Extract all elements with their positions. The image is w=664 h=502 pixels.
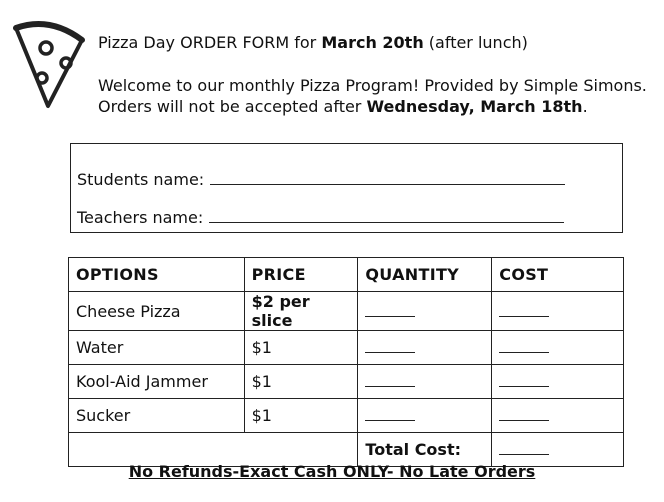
price-cell: $1	[244, 399, 358, 433]
price-cell: $1	[244, 365, 358, 399]
cost-cell	[492, 365, 624, 399]
total-cost-label: Total Cost:	[365, 440, 461, 459]
deadline-text: Orders will not be accepted after Wednesday, March 18th.	[98, 97, 588, 116]
teacher-name-label: Teachers name:	[77, 208, 204, 227]
student-name-row	[77, 170, 565, 189]
teacher-name-field[interactable]	[209, 208, 564, 223]
quantity-cell	[358, 331, 492, 365]
option-cell: Sucker	[69, 399, 245, 433]
cost-blank[interactable]	[499, 374, 549, 387]
form-title: Pizza Day ORDER FORM for March 20th (after lunch)	[98, 33, 528, 52]
cost-cell	[492, 292, 624, 331]
welcome-text: Welcome to our monthly Pizza Program! Provided by Simple Simons.	[98, 76, 647, 95]
cost-cell	[492, 331, 624, 365]
table-row	[69, 399, 624, 433]
names-box	[70, 143, 623, 233]
quantity-blank[interactable]	[365, 340, 415, 353]
cost-blank[interactable]	[499, 340, 549, 353]
deadline-date: Wednesday, March 18th	[366, 97, 583, 116]
table-row	[69, 365, 624, 399]
pizza-slice-icon	[10, 18, 88, 112]
price-cell: $1	[244, 331, 358, 365]
student-name-field[interactable]	[210, 170, 565, 185]
table-row	[69, 331, 624, 365]
quantity-blank[interactable]	[365, 304, 415, 317]
cost-cell	[492, 399, 624, 433]
quantity-blank[interactable]	[365, 374, 415, 387]
student-name-label: Students name:	[77, 170, 205, 189]
total-cost-blank[interactable]	[499, 442, 549, 455]
cost-blank[interactable]	[499, 304, 549, 317]
quantity-cell	[358, 292, 492, 331]
quantity-cell	[358, 399, 492, 433]
option-cell: Cheese Pizza	[69, 292, 245, 331]
table-header-row	[69, 258, 624, 292]
header-cost: COST	[492, 258, 624, 292]
header-options: OPTIONS	[69, 258, 245, 292]
form-header	[98, 32, 647, 117]
header-price: PRICE	[244, 258, 358, 292]
footer-notice: No Refunds-Exact Cash ONLY- No Late Orders	[128, 462, 536, 481]
price-cell: $2 per slice	[244, 292, 358, 331]
quantity-blank[interactable]	[365, 408, 415, 421]
title-date: March 20th	[321, 33, 424, 52]
teacher-name-row	[77, 208, 564, 227]
option-cell: Water	[69, 331, 245, 365]
order-table	[68, 257, 624, 467]
header-quantity: QUANTITY	[358, 258, 492, 292]
table-row	[69, 292, 624, 331]
option-cell: Kool-Aid Jammer	[69, 365, 245, 399]
quantity-cell	[358, 365, 492, 399]
cost-blank[interactable]	[499, 408, 549, 421]
